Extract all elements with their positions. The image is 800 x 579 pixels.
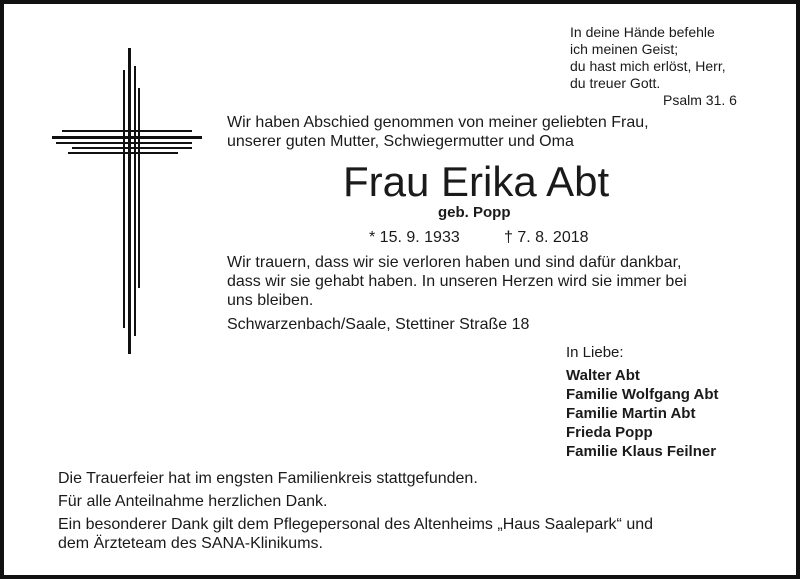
footer-notes: [58, 469, 653, 553]
footer-line: Ein besonderer Dank gilt dem Pflegepersonal des Altenheims „Haus Saalepark“ und: [58, 516, 654, 533]
mourning-text: [227, 253, 687, 310]
signatory: Familie Wolfgang Abt: [566, 386, 719, 403]
verse-line: In deine Hände befehle: [570, 24, 715, 40]
signatories-list: [566, 366, 719, 461]
deceased-name: Frau Erika Abt: [343, 158, 610, 205]
intro-line: Wir haben Abschied genommen von meiner geliebten Frau,: [227, 114, 649, 131]
birth-date: * 15. 9. 1933: [369, 229, 460, 246]
mourning-line: uns bleiben.: [227, 292, 314, 309]
bible-verse: [570, 24, 726, 92]
maiden-name: geb. Popp: [438, 204, 511, 221]
death-date: † 7. 8. 2018: [504, 229, 589, 246]
intro-text: [227, 113, 649, 151]
intro-line: unserer guten Mutter, Schwiegermutter und Oma: [227, 133, 574, 150]
signatory: Familie Klaus Feilner: [566, 443, 717, 460]
verse-line: du hast mich erlöst, Herr,: [570, 58, 726, 74]
footer-line: dem Ärzteteam des SANA-Klinikums.: [58, 535, 323, 552]
verse-line: ich meinen Geist;: [570, 41, 679, 57]
signatories-heading: In Liebe:: [566, 344, 624, 361]
verse-line: du treuer Gott.: [570, 75, 661, 91]
cross-icon: [52, 48, 202, 360]
signatory: Walter Abt: [566, 367, 640, 384]
footer-line: Die Trauerfeier hat im engsten Familienkreis stattgefunden.: [58, 470, 478, 487]
footer-line: Für alle Anteilnahme herzlichen Dank.: [58, 493, 328, 510]
address: Schwarzenbach/Saale, Stettiner Straße 18: [227, 316, 530, 333]
signatory: Familie Martin Abt: [566, 405, 696, 422]
mourning-line: dass wir sie gehabt haben. In unseren Herzen wird sie immer bei: [227, 273, 687, 290]
verse-reference: Psalm 31. 6: [663, 92, 737, 108]
signatory: Frieda Popp: [566, 424, 653, 441]
mourning-line: Wir trauern, dass wir sie verloren haben und sind dafür dankbar,: [227, 254, 682, 271]
